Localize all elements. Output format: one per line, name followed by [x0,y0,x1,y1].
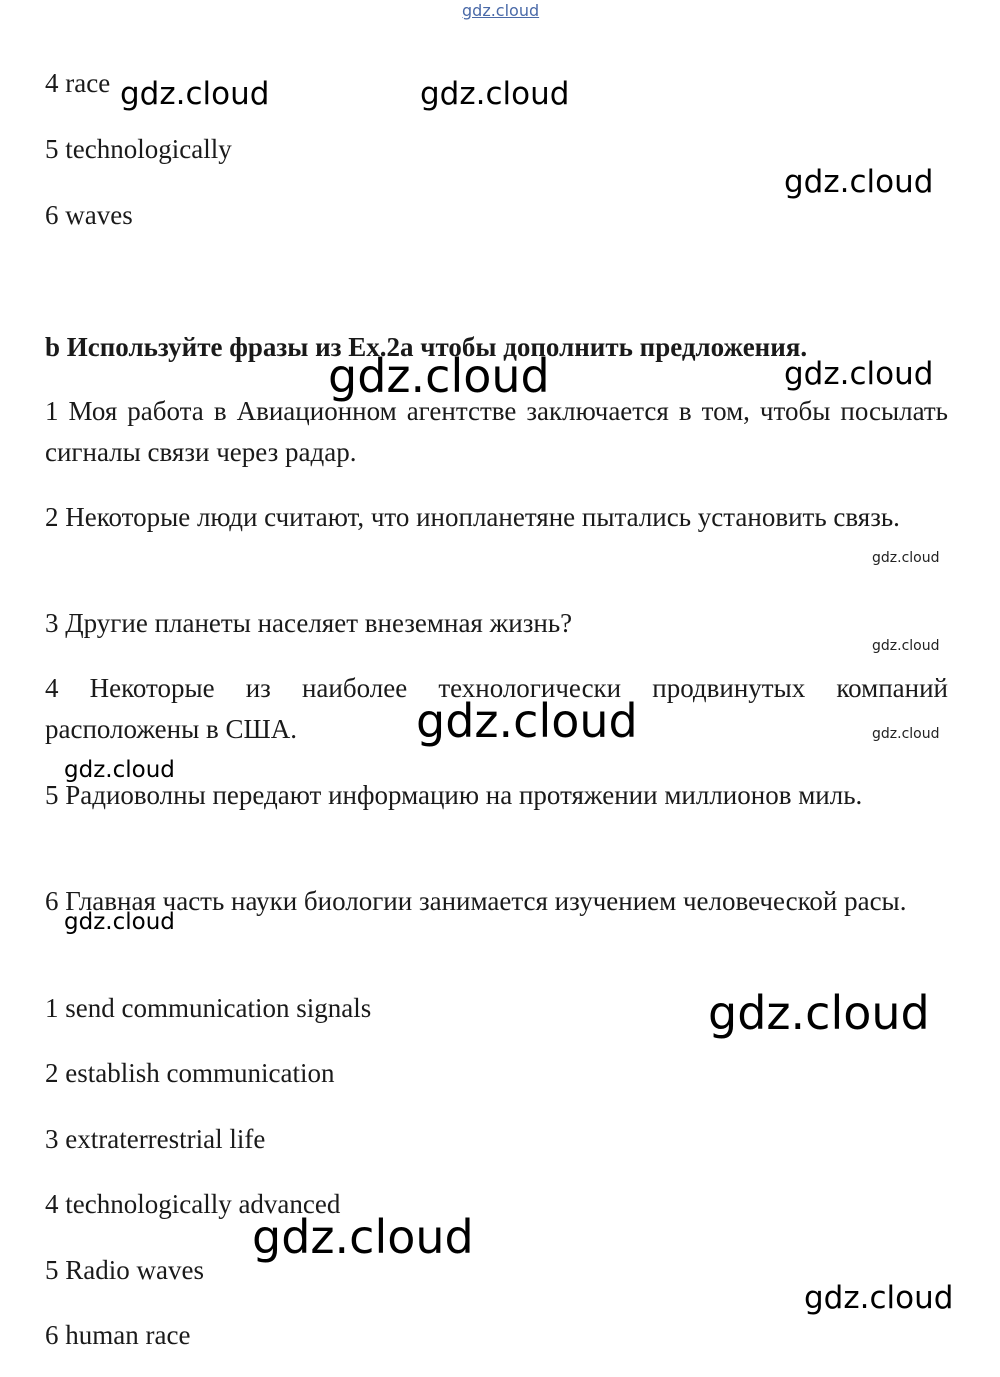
watermark: gdz.cloud [872,726,940,742]
sentence-5: 5 Радиоволны передают информацию на протяжении миллионов миль. [45,780,863,810]
sentence-3: 3 Другие планеты населяет внеземная жизнь? [45,608,573,638]
sentence-6: 6 Главная часть науки биологии занимается изучением человеческой расы. [45,886,907,916]
watermark: gdz.cloud [804,1280,954,1316]
sentence-2: 2 Некоторые люди считают, что инопланетяне пытались установить связь. [45,502,900,532]
sentence-4: 4 Некоторые из наиболее технологически продвинутых компаний расположены в США. [45,673,948,744]
watermark: gdz.cloud [872,638,940,654]
answer-b-1: 1 send communication signals [45,993,372,1023]
watermark: gdz.cloud [252,1210,474,1264]
watermark: gdz.cloud [64,757,175,783]
answer-b-3: 3 extraterrestrial life [45,1124,266,1154]
sentence-1: 1 Моя работа в Авиационном агентстве заключается в том, чтобы посылать сигналы связи через радар. [45,396,948,467]
exercise-heading: b Используйте фразы из Ex.2a чтобы дополнить предложения. [45,332,808,362]
answer-b-5: 5 Radio waves [45,1255,204,1285]
watermark: gdz.cloud [708,986,930,1040]
watermark: gdz.cloud [416,694,638,748]
answer-a-4: 4 race [45,68,111,98]
watermark: gdz.cloud [328,349,550,403]
watermark: gdz.cloud [420,76,570,112]
watermark: gdz.cloud [784,164,934,200]
watermark: gdz.cloud [64,909,175,935]
answer-b-6: 6 human race [45,1320,191,1350]
answer-a-6: 6 waves [45,200,133,230]
answer-a-5: 5 technologically [45,134,232,164]
answer-b-4: 4 technologically advanced [45,1189,341,1219]
answer-b-2: 2 establish communication [45,1058,335,1088]
watermark: gdz.cloud [784,356,934,392]
watermark: gdz.cloud [120,76,270,112]
watermark: gdz.cloud [462,1,540,20]
watermark: gdz.cloud [872,550,940,566]
